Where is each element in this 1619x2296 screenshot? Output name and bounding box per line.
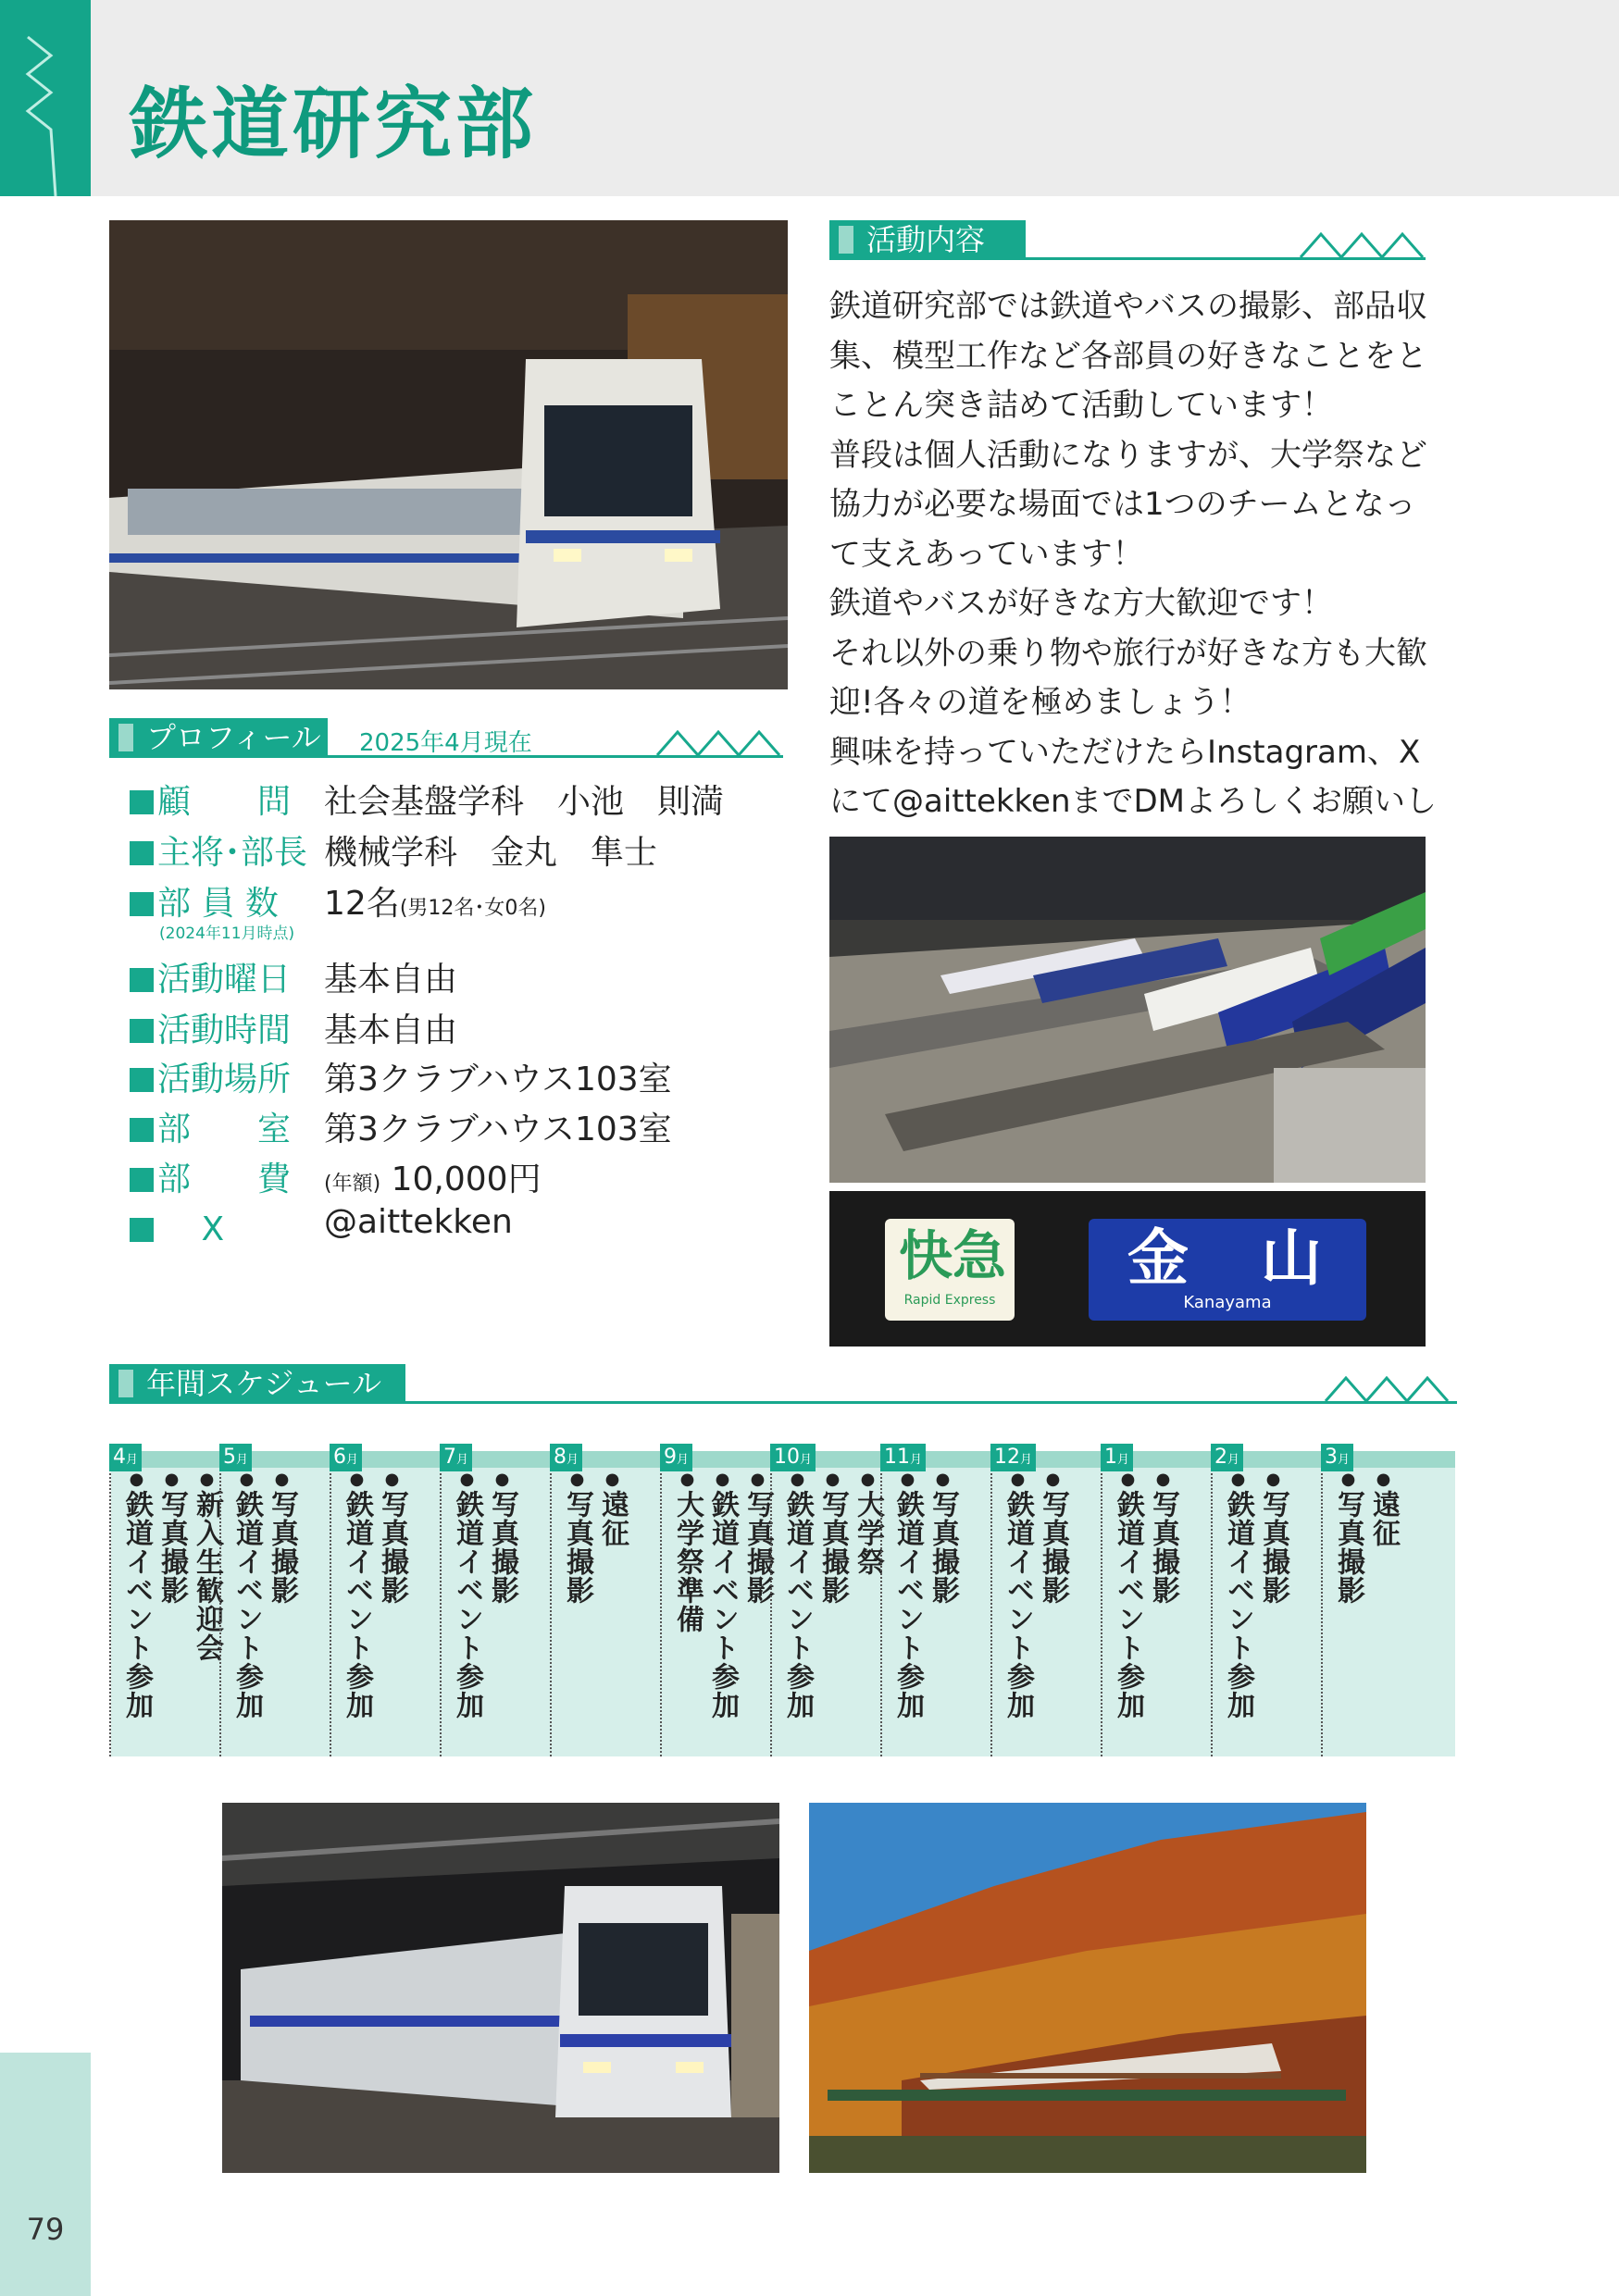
zigzag-icon (1326, 1373, 1455, 1405)
month-suffix: 月 (677, 1453, 690, 1467)
photo-model-trains (829, 837, 1426, 1183)
schedule-event: ● 写真撮影 (1332, 1470, 1364, 1605)
schedule-event: ● 写真撮影 (927, 1470, 958, 1719)
sign-left-sub: Rapid Express (903, 1293, 996, 1308)
schedule-event: ● 鉄道イベント参加 (120, 1470, 152, 1719)
schedule-event: ● 鉄道イベント参加 (230, 1470, 262, 1719)
month-suffix: 月 (1338, 1453, 1351, 1467)
month-number: 2 (1214, 1446, 1227, 1469)
schedule-event: ● 写真撮影 (156, 1470, 187, 1719)
month-events (1002, 1470, 1068, 1719)
activity-paragraph: 興味を持っていただけたらInstagram、Xにて@aittekkenまでDMよろしくお願いし (829, 733, 1438, 820)
photo-autumn-bridge (809, 1803, 1366, 2173)
schedule-event: ● 写真撮影 (816, 1470, 848, 1719)
profile-as-of: 2025年4月現在 (359, 729, 532, 757)
month-number: 8 (554, 1446, 567, 1469)
month-tag (219, 1444, 252, 1471)
activity-paragraph: 鉄道研究部では鉄道やバスの撮影、部品収集、模型工作など各部員の好きなことをとことん突き詰めて活動しています！ (829, 288, 1427, 424)
month-tag (440, 1444, 472, 1471)
schedule-month-12 (990, 1444, 1100, 1756)
activity-heading: 活動内容 (829, 220, 1026, 259)
schedule-event: ● 写真撮影 (561, 1470, 592, 1605)
schedule-separator (1211, 1451, 1213, 1756)
profile-heading: プロフィール (109, 718, 328, 757)
schedule-event: ● 鉄道イベント参加 (1112, 1470, 1143, 1719)
schedule-event: ● 遠征 (596, 1470, 628, 1605)
sign-left-text: 快急 (898, 1224, 1006, 1287)
month-tag (880, 1444, 926, 1471)
schedule-separator (330, 1451, 331, 1756)
schedule-separator (440, 1451, 442, 1756)
month-suffix: 月 (800, 1453, 813, 1467)
schedule-event: ● 鉄道イベント参加 (1002, 1470, 1033, 1719)
schedule-separator (1321, 1451, 1323, 1756)
page-title: 鉄道研究部 (130, 79, 538, 169)
schedule-month-2 (1211, 1444, 1320, 1756)
schedule-month-1 (1101, 1444, 1210, 1756)
month-events (891, 1470, 958, 1719)
month-suffix: 月 (1117, 1453, 1130, 1467)
schedule-event: ● 鉄道イベント参加 (781, 1470, 813, 1719)
page-number: 79 (26, 2212, 65, 2247)
schedule-month-5 (219, 1444, 329, 1756)
profile-members-note: (2024年11月時点) (159, 925, 295, 943)
schedule-separator (880, 1451, 882, 1756)
month-suffix: 月 (236, 1453, 249, 1467)
schedule-event: ● 大学祭準備 (671, 1470, 703, 1719)
month-events (341, 1470, 407, 1719)
month-tag (1101, 1444, 1133, 1471)
month-events (1222, 1470, 1289, 1719)
schedule-separator (219, 1451, 221, 1756)
activity-paragraph: 普段は個人活動になりますが、大学祭など協力が必要な場面では1つのチームとなって支えあっています！ (829, 436, 1427, 573)
schedule-month-4 (109, 1444, 223, 1756)
month-tag (330, 1444, 362, 1471)
photo-destination-sign (829, 1191, 1426, 1347)
schedule-event: ● 写真撮影 (741, 1470, 773, 1719)
schedule-month-3 (1321, 1444, 1430, 1756)
month-events (781, 1470, 883, 1719)
photo-train-night (222, 1803, 779, 2173)
activity-paragraph: それ以外の乗り物や旅行が好きな方も大歓迎!各々の道を極めましょう！ (829, 634, 1427, 721)
schedule-event: ● 鉄道イベント参加 (1222, 1470, 1253, 1719)
month-tag (1321, 1444, 1353, 1471)
month-events (1332, 1470, 1399, 1605)
month-tag (660, 1444, 692, 1471)
month-number: 4 (113, 1446, 126, 1469)
month-number: 5 (223, 1446, 236, 1469)
schedule-event: ● 大学祭 (852, 1470, 883, 1719)
schedule-heading: 年間スケジュール (109, 1364, 405, 1403)
schedule-event: ● 鉄道イベント参加 (891, 1470, 923, 1719)
schedule-month-7 (440, 1444, 549, 1756)
month-suffix: 月 (1227, 1453, 1240, 1467)
month-events (1112, 1470, 1178, 1719)
month-number: 3 (1325, 1446, 1338, 1469)
schedule-separator (990, 1451, 992, 1756)
sign-right-sub: Kanayama (1183, 1293, 1272, 1312)
header-tab (0, 0, 91, 196)
zigzag-icon (657, 727, 787, 759)
month-suffix: 月 (346, 1453, 359, 1467)
schedule-separator (770, 1451, 772, 1756)
month-number: 6 (333, 1446, 346, 1469)
month-events (120, 1470, 222, 1719)
schedule-month-6 (330, 1444, 439, 1756)
schedule-event: ● 写真撮影 (486, 1470, 517, 1719)
month-number: 10 (774, 1446, 800, 1469)
month-number: 9 (664, 1446, 677, 1469)
schedule-event: ● 鉄道イベント参加 (451, 1470, 482, 1719)
schedule-event: ● 写真撮影 (1147, 1470, 1178, 1719)
month-suffix: 月 (1020, 1453, 1033, 1467)
schedule-event: ● 鉄道イベント参加 (341, 1470, 372, 1719)
schedule-event: ● 写真撮影 (376, 1470, 407, 1719)
schedule-event: ● 写真撮影 (1257, 1470, 1289, 1719)
month-tag (770, 1444, 816, 1471)
month-tag (550, 1444, 582, 1471)
month-suffix: 月 (456, 1453, 469, 1467)
schedule-month-8 (550, 1444, 659, 1756)
month-events (561, 1470, 628, 1605)
schedule-month-9 (660, 1444, 774, 1756)
zigzag-icon (1301, 230, 1430, 261)
schedule-separator (550, 1451, 552, 1756)
month-number: 12 (994, 1446, 1020, 1469)
schedule-separator (660, 1451, 662, 1756)
month-number: 1 (1104, 1446, 1117, 1469)
schedule-separator (109, 1451, 111, 1756)
month-suffix: 月 (910, 1453, 923, 1467)
month-number: 11 (884, 1446, 910, 1469)
month-events (671, 1470, 773, 1719)
activity-paragraph: 鉄道やバスが好きな方大歓迎です！ (829, 585, 1333, 622)
sign-right-text: 金 山 (1127, 1222, 1327, 1294)
month-number: 7 (443, 1446, 456, 1469)
month-suffix: 月 (567, 1453, 579, 1467)
month-events (230, 1470, 297, 1719)
schedule-event: ● 新入生歓迎会 (191, 1470, 222, 1719)
month-events (451, 1470, 517, 1719)
schedule-separator (1101, 1451, 1102, 1756)
month-suffix: 月 (126, 1453, 139, 1467)
activity-text (829, 282, 1440, 876)
schedule-event: ● 鉄道イベント参加 (706, 1470, 738, 1719)
schedule-event: ● 遠征 (1367, 1470, 1399, 1605)
schedule-month-10 (770, 1444, 884, 1756)
photo-train-station (109, 220, 788, 689)
schedule-event: ● 写真撮影 (266, 1470, 297, 1719)
month-tag (990, 1444, 1036, 1471)
schedule-heading-line (109, 1401, 1457, 1404)
schedule-month-11 (880, 1444, 990, 1756)
zigzag-decoration-icon (0, 0, 91, 196)
month-tag (109, 1444, 142, 1471)
schedule-event: ● 写真撮影 (1037, 1470, 1068, 1719)
side-strip (0, 2053, 91, 2296)
month-tag (1211, 1444, 1243, 1471)
